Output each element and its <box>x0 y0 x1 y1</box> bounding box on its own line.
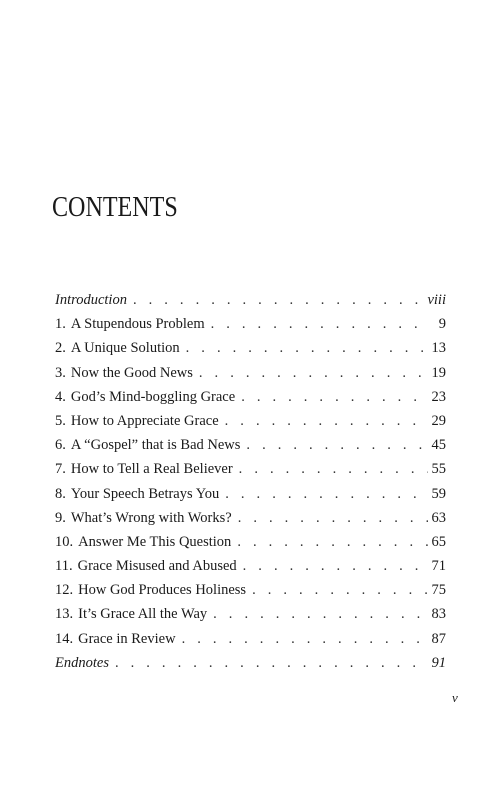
toc-entry-number: 4. <box>55 388 66 405</box>
toc-entry-title: A Unique Solution <box>70 340 180 357</box>
toc-entry-number: 5. <box>55 412 66 429</box>
toc-entry <box>55 627 446 651</box>
toc-entry-number: 3. <box>55 364 66 381</box>
toc-entry-page: 19 <box>431 364 446 381</box>
toc-entry <box>55 385 446 409</box>
toc-entry <box>55 457 446 481</box>
toc-entry <box>55 312 446 336</box>
toc-entry-number: 6. <box>55 437 66 454</box>
toc-entry-number: 10. <box>55 533 74 550</box>
toc-entry <box>55 578 446 602</box>
dot-leader <box>246 433 427 457</box>
toc-entry-page: 55 <box>431 461 446 478</box>
toc-entry-title: A “Gospel” that is Bad News <box>70 437 241 454</box>
toc-entry <box>55 602 446 626</box>
toc-entry-title: Now the Good News <box>70 364 193 381</box>
toc-entry-title: What’s Wrong with Works? <box>70 509 232 526</box>
toc-entry-title: A Stupendous Problem <box>70 316 205 333</box>
toc-entry <box>55 651 446 675</box>
dot-leader <box>213 602 427 626</box>
dot-leader <box>182 627 428 651</box>
toc-entry-page: 29 <box>431 412 446 429</box>
dot-leader <box>186 336 428 360</box>
toc-entry-title: Introduction <box>55 292 127 308</box>
table-of-contents <box>55 288 446 675</box>
toc-entry <box>55 288 446 312</box>
toc-entry-page: 91 <box>431 654 446 671</box>
toc-entry-number: 1. <box>55 316 66 333</box>
toc-entry-title: Grace Misused and Abused <box>77 558 237 575</box>
page-number: v <box>452 690 458 705</box>
toc-entry <box>55 506 446 530</box>
toc-entry <box>55 336 446 360</box>
toc-entry <box>55 409 446 433</box>
toc-entry-page: 23 <box>431 388 446 405</box>
toc-entry-page: 71 <box>431 558 446 575</box>
dot-leader <box>237 530 427 554</box>
toc-entry-title: It’s Grace All the Way <box>78 606 208 623</box>
dot-leader <box>252 578 427 602</box>
dot-leader <box>243 554 428 578</box>
toc-entry-page: 87 <box>431 630 446 647</box>
dot-leader <box>133 288 424 312</box>
toc-entry-page: 65 <box>431 533 446 550</box>
toc-entry <box>55 482 446 506</box>
toc-entry <box>55 361 446 385</box>
page-title: CONTENTS <box>52 192 178 223</box>
toc-entry-page: 45 <box>431 437 446 454</box>
toc-entry-title: How to Tell a Real Believer <box>70 461 233 478</box>
dot-leader <box>238 506 428 530</box>
toc-entry-page: 9 <box>438 316 446 333</box>
toc-entry-page: viii <box>427 292 446 308</box>
toc-entry-title: Grace in Review <box>78 630 176 647</box>
dot-leader <box>211 312 428 336</box>
toc-entry-page: 63 <box>431 509 446 526</box>
toc-entry-number: 14. <box>55 630 74 647</box>
toc-entry-page: 75 <box>431 582 446 599</box>
dot-leader <box>239 457 428 481</box>
toc-entry-title: How to Appreciate Grace <box>70 412 219 429</box>
toc-entry <box>55 433 446 457</box>
dot-leader <box>199 361 428 385</box>
toc-entry-title: Answer Me This Question <box>78 533 232 550</box>
toc-entry-page: 83 <box>431 606 446 623</box>
toc-entry-title: How God Produces Holiness <box>78 582 247 599</box>
toc-entry-page: 13 <box>431 340 446 357</box>
toc-entry <box>55 530 446 554</box>
toc-entry-number: 12. <box>55 582 74 599</box>
toc-entry-number: 9. <box>55 509 66 526</box>
toc-entry-title: Your Speech Betrays You <box>70 485 220 502</box>
dot-leader <box>225 409 428 433</box>
toc-entry <box>55 554 446 578</box>
dot-leader <box>115 651 428 675</box>
toc-entry-number: 13. <box>55 606 74 623</box>
toc-entry-number: 2. <box>55 340 66 357</box>
toc-entry-number: 8. <box>55 485 66 502</box>
toc-entry-title: God’s Mind-boggling Grace <box>70 388 236 405</box>
toc-entry-page: 59 <box>431 485 446 502</box>
toc-entry-number: 11. <box>55 558 73 575</box>
dot-leader <box>241 385 427 409</box>
dot-leader <box>225 482 427 506</box>
toc-entry-title: Endnotes <box>55 654 109 671</box>
toc-entry-number: 7. <box>55 461 66 478</box>
